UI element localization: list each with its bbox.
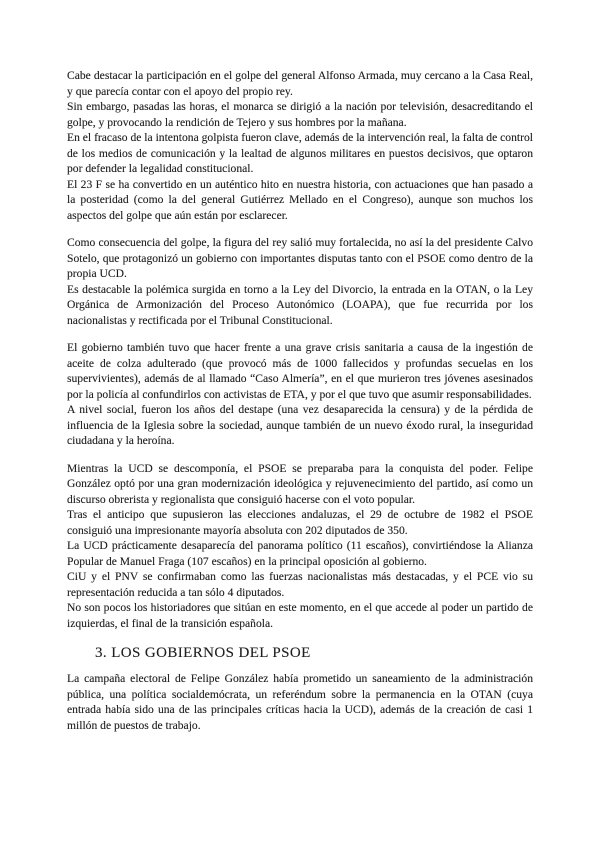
paragraph: La UCD prácticamente desaparecía del panorama político (11 escaños), convirtiéndose la Alianza Popular de Manuel Fraga (107 escaños) en la principal oposición al gobierno. <box>67 539 533 568</box>
paragraph: A nivel social, fueron los años del destape (una vez desaparecida la censura) y de la pérdida de influencia de la Iglesia sobre la sociedad, aunque también de un nuevo éxodo rural, la inseguridad ciudadana y la heroína. <box>67 403 533 447</box>
paragraph: La campaña electoral de Felipe González había prometido un saneamiento de la administración pública, una política socialdemócrata, un referéndum sobre la permanencia en la OTAN (cuya entrada había sido una de las principales críticas hacia la UCD), además de la creación de casi 1 millón de puestos de trabajo. <box>67 672 533 732</box>
paragraph-group <box>67 235 533 328</box>
paragraph: Como consecuencia del golpe, la figura del rey salió muy fortalecida, no así la del presidente Calvo Sotelo, que protagonizó un gobierno con importantes disputas tanto con el PSOE como dentro de la propia UCD. <box>67 236 533 280</box>
paragraph: No son pocos los historiadores que sitúan en este momento, en el que accede al poder un partido de izquierdas, el final de la transición española. <box>67 601 533 630</box>
paragraph-group <box>67 461 533 632</box>
paragraph-group <box>67 671 533 733</box>
paragraph: Sin embargo, pasadas las horas, el monarca se dirigió a la nación por televisión, desacreditando el golpe, y provocando la rendición de Tejero y sus hombres por la mañana. <box>67 100 533 129</box>
paragraph: CiU y el PNV se confirmaban como las fuerzas nacionalistas más destacadas, y el PCE vio su representación reducida a tan sólo 4 diputados. <box>67 570 533 599</box>
paragraph: En el fracaso de la intentona golpista fueron clave, además de la intervención real, la falta de control de los medios de comunicación y la lealtad de algunos militares en puestos decisivos, que optaron por defender la legalidad constitucional. <box>67 131 533 175</box>
paragraph-group <box>67 68 533 223</box>
paragraph: Cabe destacar la participación en el golpe del general Alfonso Armada, muy cercano a la Casa Real, y que parecía contar con el apoyo del propio rey. <box>67 69 533 98</box>
document-body <box>67 68 533 745</box>
section-heading: 3. LOS GOBIERNOS DEL PSOE <box>95 645 311 661</box>
paragraph: Es destacable la polémica surgida en torno a la Ley del Divorcio, la entrada en la OTAN, o la Ley Orgánica de Armonización del Proceso Autonómico (LOAPA), que fue recurrida por los nacionalistas y rectificada por el Tribunal Constitucional. <box>67 282 533 327</box>
paragraph: Mientras la UCD se descomponía, el PSOE se preparaba para la conquista del poder. Felipe González optó por una gran modernización ideológica y rejuvenecimiento del partido, así como un discurso obrerista y regionalista que consiguió hacerse con el voto popular. <box>67 461 533 506</box>
paragraph: Tras el anticipo que supusieron las elecciones andaluzas, el 29 de octubre de 1982 el PSOE consiguió una impresionante mayoría absoluta con 202 diputados de 350. <box>67 508 533 537</box>
paragraph: El gobierno también tuvo que hacer frente a una grave crisis sanitaria a causa de la ingestión de aceite de colza adulterado (que provocó más de 1000 fallecidos y profundas secuelas en los supervivientes), además de al llamado “Caso Almería”, en el que murieron tres jóvenes asesinados por la policía al confundirlos con activistas de ETA, y por el que tuvo que asumir responsabilidades. <box>67 341 533 401</box>
paragraph: El 23 F se ha convertido en un auténtico hito en nuestra historia, con actuaciones que han pasado a la posteridad (como la del general Gutiérrez Mellado en el Congreso), aunque son muchos los aspectos del golpe que aún están por esclarecer. <box>67 177 533 222</box>
paragraph-group <box>67 340 533 449</box>
